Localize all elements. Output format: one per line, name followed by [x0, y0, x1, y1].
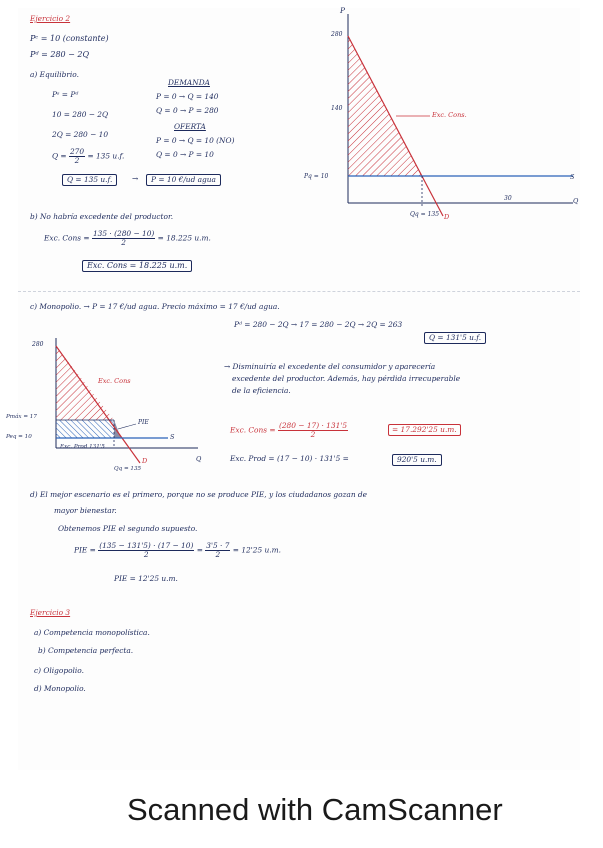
y-tick-140: 140 — [331, 105, 343, 112]
c-exc-cons-eq: Exc. Cons = $\frac{(280 - 17) \cdot 131'5}{2}$ — [230, 421, 348, 439]
g2-exc-prod-label: Exc. Prod 131'5 — [60, 444, 105, 450]
demanda-row-1: P = 0 → Q = 140 — [156, 92, 219, 101]
exc-cons-box: Exc. Cons = 18.225 u.m. — [82, 260, 192, 272]
g2-q-eq: Qq = 135 — [114, 466, 142, 472]
x-tick-30: 30 — [504, 195, 512, 202]
c-line2: Pᵈ = 280 − 2Q → 17 = 280 − 2Q → 2Q = 263 — [234, 320, 403, 329]
g2-y-tick-280: 280 — [32, 341, 44, 348]
d-line2: mayor bienestar. — [54, 506, 117, 515]
y-tick-280: 280 — [331, 31, 343, 38]
oferta-title: OFERTA — [174, 122, 206, 131]
q-axis-label: Q — [573, 197, 579, 205]
ej3-d: d) Monopolio. — [34, 684, 86, 693]
d-label: D — [444, 213, 450, 221]
p-axis-label: P — [340, 6, 345, 15]
p-result-box: P = 10 €/ud agua — [146, 174, 221, 186]
demanda-row-2: Q = 0 → P = 280 — [156, 106, 219, 115]
pd-eq: Pᵈ = 280 − 2Q — [30, 50, 90, 59]
demanda-title: DEMANDA — [168, 78, 210, 87]
arrow-icon: → — [132, 174, 139, 183]
g2-s-label: S — [170, 433, 175, 441]
y-tick-eq: Pq = 10 — [304, 173, 329, 180]
d-line1: d) El mejor escenario es el primero, porque no se produce PIE, y los ciudadanos gozan de — [30, 490, 368, 499]
c-exc-prod-eq: Exc. Prod = (17 − 10) · 131'5 = — [230, 454, 349, 463]
s-label: S — [570, 173, 575, 181]
d-pie-final: PIE = 12'25 u.m. — [114, 574, 178, 583]
g2-d-label: D — [142, 457, 148, 465]
d-pie-eq: PIE = $\frac{(135 - 131'5) \cdot (17 - 10)}{2}$ = $\frac{3'5 \cdot 7}{2}$ = 12'25 u.m. — [74, 541, 281, 559]
c-bullet-3: de la eficiencia. — [232, 386, 291, 395]
divider — [18, 291, 580, 292]
c-exc-prod-box: 920'5 u.m. — [392, 454, 442, 466]
pc-eq: Pᶜ = 10 (constante) — [30, 34, 109, 43]
a-label: a) Equilibrio. — [30, 70, 79, 79]
c-line1: c) Monopolio. → P = 17 €/ud agua. Precio máximo = 17 €/ud agua. — [30, 302, 280, 311]
g2-pie-label: PIE — [138, 419, 149, 426]
oferta-row-2: Q = 0 → P = 10 — [156, 150, 214, 159]
a-eq2: 10 = 280 − 2Q — [52, 110, 109, 119]
d-line3: Obtenemos PIE el segundo supuesto. — [58, 524, 198, 533]
a-eq1: Pˢ = Pᵈ — [52, 90, 79, 99]
x-tick-eq: Qq = 135 — [410, 211, 440, 218]
c-bullet-2: excedente del productor. Además, hay pérdida irrecuperable — [232, 374, 461, 383]
ej3-b: b) Competencia perfecta. — [38, 646, 134, 655]
ej3-title: Ejercicio 3 — [30, 608, 71, 617]
ej3-a: a) Competencia monopolística. — [34, 628, 150, 637]
g2-pmax-label: Pmáx = 17 — [6, 414, 37, 420]
ej2-title: Ejercicio 2 — [30, 14, 71, 23]
camscanner-watermark: Scanned with CamScanner — [127, 792, 503, 827]
b-exc-eq: Exc. Cons = $\frac{135 \cdot (280 - 10)}{2}$ = 18.225 u.m. — [44, 229, 211, 247]
a-eq4: Q = $\frac{270}{2}$ = 135 u.f. — [52, 147, 125, 165]
ej3-c: c) Oligopolio. — [34, 666, 84, 675]
g2-exc-cons-label: Exc. Cons — [98, 377, 131, 385]
a-eq3: 2Q = 280 − 10 — [52, 130, 109, 139]
c-q-box: Q = 131'5 u.f. — [424, 332, 486, 344]
g2-peq-label: Peq = 10 — [6, 434, 32, 440]
c-exc-cons-box: = 17.292'25 u.m. — [388, 424, 461, 436]
b-label: b) No habría excedente del productor. — [30, 212, 174, 221]
g2-producer-surplus — [56, 420, 114, 438]
oferta-row-1: P = 0 → Q = 10 (NO) — [156, 136, 235, 145]
q-result-box: Q = 135 u.f. — [62, 174, 117, 186]
c-bullet-1: → Disminuiría el excedente del consumidor y aparecería — [224, 362, 436, 371]
scanned-page — [6, 6, 580, 770]
exc-cons-label: Exc. Cons. — [432, 111, 467, 119]
g2-q-axis: Q — [196, 455, 202, 463]
graph-monopolio — [18, 328, 218, 478]
graph-competencia — [318, 8, 580, 238]
